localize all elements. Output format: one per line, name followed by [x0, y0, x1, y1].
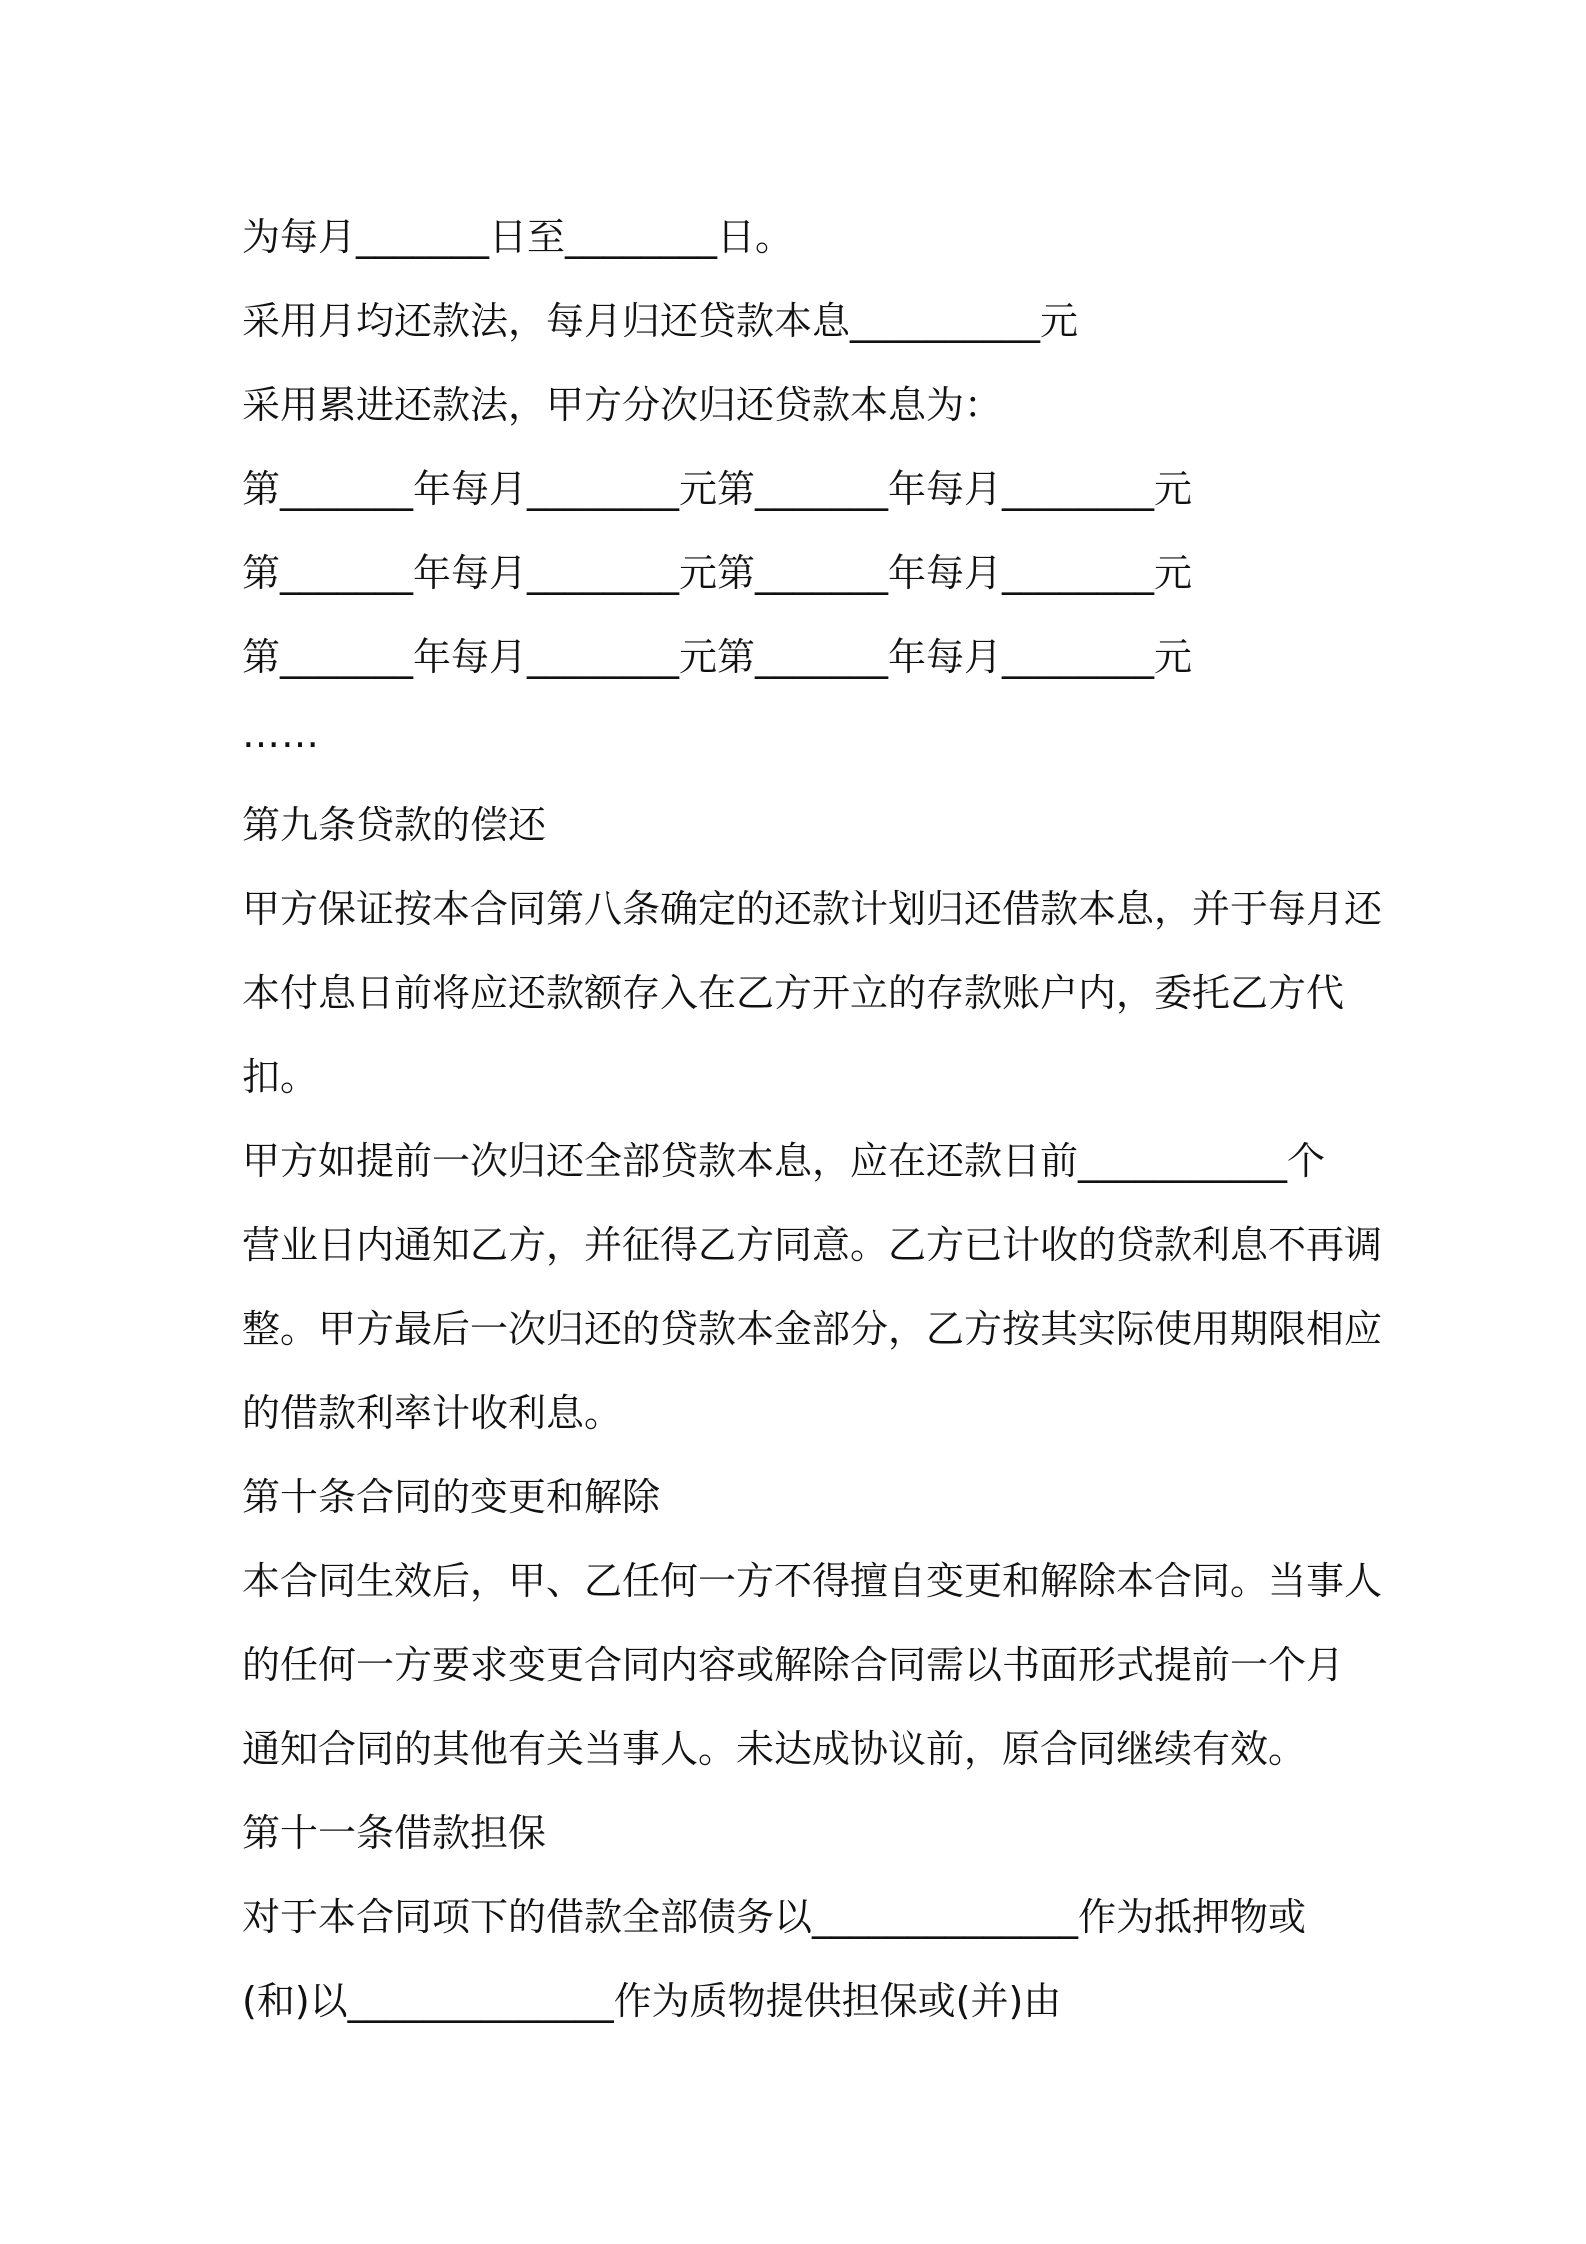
paragraph-prepayment-line-2: 营业日内通知乙方，并征得乙方同意。乙方已计收的贷款利息不再调 [242, 1223, 1383, 1267]
paragraph-article-9-line-1: 甲方保证按本合同第八条确定的还款计划归还借款本息，并于每月还 [242, 887, 1383, 931]
text-line-yearly-schedule-2: 第_______年每月________元第_______年每月________元 [242, 551, 1193, 595]
paragraph-article-9-line-2: 本付息日前将应还款额存入在乙方开立的存款账户内，委托乙方代 [242, 971, 1345, 1015]
paragraph-article-10-line-2: 的任何一方要求变更合同内容或解除合同需以书面形式提前一个月 [242, 1643, 1345, 1687]
section-heading-article-11: 第十一条借款担保 [242, 1811, 547, 1855]
paragraph-article-10-line-1: 本合同生效后，甲、乙任何一方不得擅自变更和解除本合同。当事人 [242, 1559, 1383, 1603]
section-heading-article-9: 第九条贷款的偿还 [242, 803, 547, 847]
text-line-yearly-schedule-3: 第_______年每月________元第_______年每月________元 [242, 635, 1193, 679]
paragraph-article-9-line-3: 扣。 [242, 1055, 319, 1099]
paragraph-article-11-line-1: 对于本合同项下的借款全部债务以______________作为抵押物或 [242, 1895, 1307, 1939]
contract-text-body [242, 195, 1383, 2043]
paragraph-prepayment-line-4: 的借款利率计收利息。 [242, 1391, 623, 1435]
text-line-monthly-equal-repayment: 采用月均还款法，每月归还贷款本息__________元 [242, 299, 1079, 343]
text-line-progressive-repayment: 采用累进还款法，甲方分次归还贷款本息为： [242, 383, 1003, 427]
paragraph-article-10-line-3: 通知合同的其他有关当事人。未达成协议前，原合同继续有效。 [242, 1727, 1307, 1771]
paragraph-prepayment-line-3: 整。甲方最后一次归还的贷款本金部分，乙方按其实际使用期限相应 [242, 1307, 1383, 1351]
paragraph-prepayment-line-1: 甲方如提前一次归还全部贷款本息，应在还款日前___________个 [242, 1139, 1326, 1183]
text-line-repayment-day-range: 为每月_______日至________日。 [242, 215, 794, 259]
text-line-ellipsis: …… [242, 712, 320, 756]
paragraph-article-11-line-2: (和)以______________作为质物提供担保或(并)由 [242, 1979, 1062, 2023]
text-line-yearly-schedule-1: 第_______年每月________元第_______年每月________元 [242, 467, 1193, 511]
section-heading-article-10: 第十条合同的变更和解除 [242, 1475, 661, 1519]
